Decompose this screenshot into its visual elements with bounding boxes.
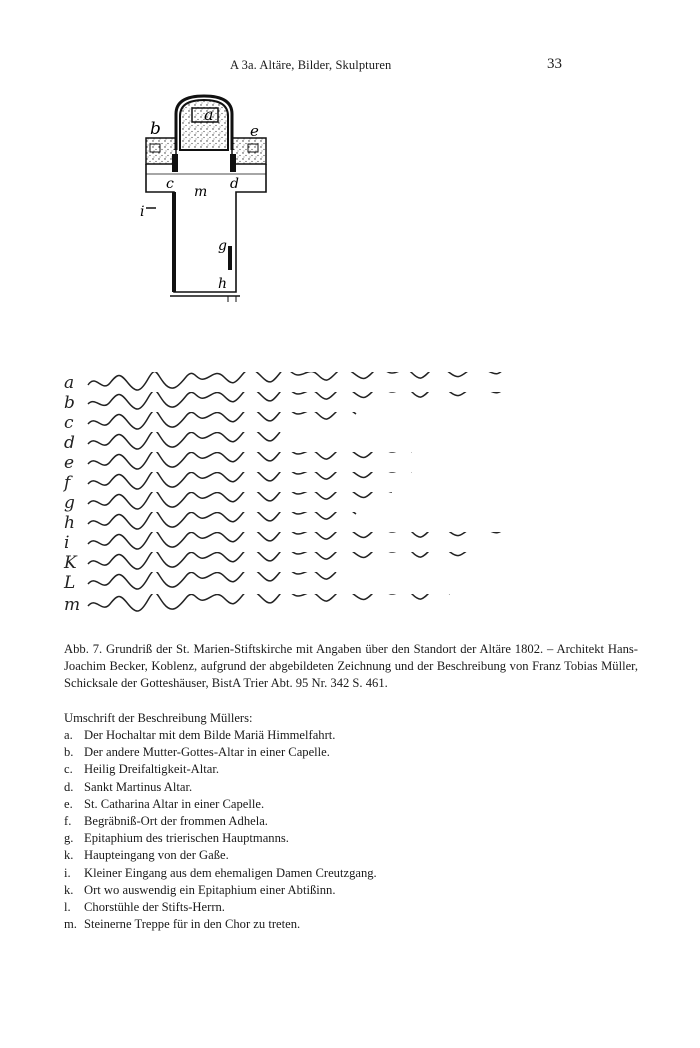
list-item bbox=[64, 847, 638, 864]
list-marker: k. bbox=[64, 882, 74, 897]
list-text: Steinerne Treppe für in den Chor zu treten. bbox=[84, 917, 301, 932]
plan-label-c: c bbox=[166, 176, 174, 192]
list-marker: m. bbox=[64, 917, 77, 932]
list-item bbox=[64, 830, 638, 847]
handwritten-line bbox=[64, 392, 654, 414]
handwritten-letter: f bbox=[64, 473, 71, 493]
handwriting-scribble bbox=[84, 432, 324, 454]
handwritten-line bbox=[64, 432, 654, 454]
handwritten-letter: a bbox=[64, 373, 75, 393]
handwritten-line bbox=[64, 452, 654, 474]
handwritten-line bbox=[64, 572, 654, 594]
list-item bbox=[64, 916, 638, 933]
handwriting-scribble bbox=[84, 512, 414, 534]
transcription-list bbox=[64, 727, 638, 933]
handwritten-letter: K bbox=[64, 553, 77, 573]
list-item bbox=[64, 796, 638, 813]
list-intro: Umschrift der Beschreibung Müllers: bbox=[64, 711, 253, 725]
handwritten-line bbox=[64, 492, 654, 514]
list-marker: l. bbox=[64, 899, 71, 914]
page-header bbox=[0, 56, 700, 76]
handwriting-scribble bbox=[84, 412, 404, 434]
handwriting-scribble bbox=[84, 492, 484, 514]
handwritten-letter: m bbox=[64, 595, 81, 615]
plan-label-a: a bbox=[204, 105, 214, 124]
list-marker: c. bbox=[64, 762, 73, 777]
list-text: Heilig Dreifaltigkeit-Altar. bbox=[84, 762, 219, 777]
list-text: Der andere Mutter-Gottes-Altar in einer Capelle. bbox=[84, 745, 330, 760]
handwriting-scribble bbox=[84, 372, 634, 394]
handwriting-scribble bbox=[84, 472, 504, 494]
handwritten-line bbox=[64, 472, 654, 494]
list-text: Chorstühle der Stifts-Herrn. bbox=[84, 899, 225, 914]
handwritten-line bbox=[64, 512, 654, 534]
handwritten-line bbox=[64, 372, 654, 394]
handwriting-scribble bbox=[84, 452, 504, 474]
plan-label-e: e bbox=[250, 122, 259, 140]
list-text: Ort wo auswendig ein Epitaphium einer Abtißinn. bbox=[84, 882, 336, 897]
handwritten-line bbox=[64, 552, 654, 574]
handwritten-letter: e bbox=[64, 453, 75, 473]
plan-label-h: h bbox=[218, 276, 228, 292]
list-text: Begräbniß-Ort der frommen Adhela. bbox=[84, 813, 268, 828]
list-marker: i. bbox=[64, 865, 71, 880]
handwriting-scribble bbox=[84, 594, 564, 616]
plan-label-b: b bbox=[150, 119, 161, 139]
handwritten-letter: b bbox=[64, 393, 75, 413]
handwritten-letter: d bbox=[64, 433, 75, 453]
list-marker: k. bbox=[64, 848, 74, 863]
list-item bbox=[64, 882, 638, 899]
list-marker: d. bbox=[64, 779, 74, 794]
list-text: Epitaphium des trierischen Hauptmanns. bbox=[84, 831, 289, 846]
floor-plan-drawing bbox=[110, 92, 290, 312]
list-item bbox=[64, 813, 638, 830]
page-number: 33 bbox=[547, 56, 562, 72]
handwritten-letter: h bbox=[64, 513, 75, 533]
handwriting-scribble bbox=[84, 392, 644, 414]
list-text: Sankt Martinus Altar. bbox=[84, 779, 193, 794]
list-text: Der Hochaltar mit dem Bilde Mariä Himmelfahrt. bbox=[84, 728, 336, 742]
list-marker: b. bbox=[64, 745, 74, 760]
handwritten-line bbox=[64, 532, 654, 554]
list-marker: g. bbox=[64, 831, 74, 846]
list-marker: f. bbox=[64, 813, 72, 828]
handwritten-description bbox=[64, 372, 654, 622]
list-item bbox=[64, 779, 638, 796]
plan-label-d: d bbox=[230, 176, 239, 192]
list-item bbox=[64, 865, 638, 882]
caption-text: Abb. 7. Grundriß der St. Marien-Stiftskirche mit Angaben über den Standort der Altäre 1802. – Architekt Hans-Joachim Becker, Koblenz, aufgrund der abgebildeten Zeichnung und der Beschreibung von Franz Tobias Müller, Schicksale der Gotteshäuser, BistA Trier Abt. 95 Nr. 342 S. 461. bbox=[64, 642, 638, 691]
list-item bbox=[64, 761, 638, 778]
list-text: Haupteingang von der Gaße. bbox=[84, 848, 229, 863]
list-item bbox=[64, 899, 638, 916]
running-head: A 3a. Altäre, Bilder, Skulpturen bbox=[230, 58, 392, 72]
handwritten-letter: c bbox=[64, 413, 74, 433]
handwritten-letter: L bbox=[64, 573, 76, 593]
plan-label-m: m bbox=[194, 184, 208, 200]
handwritten-letter: g bbox=[64, 493, 75, 513]
list-item bbox=[64, 744, 638, 761]
list-item bbox=[64, 727, 638, 744]
handwriting-scribble bbox=[84, 572, 384, 594]
list-marker: a. bbox=[64, 728, 73, 742]
handwritten-line bbox=[64, 412, 654, 434]
handwriting-scribble bbox=[84, 532, 644, 554]
figure-caption bbox=[64, 641, 638, 693]
plan-label-i: i bbox=[140, 204, 145, 220]
handwritten-letter: i bbox=[64, 533, 70, 553]
list-marker: e. bbox=[64, 796, 73, 811]
list-text: Kleiner Eingang aus dem ehemaligen Damen Creutzgang. bbox=[84, 865, 377, 880]
list-text: St. Catharina Altar in einer Capelle. bbox=[84, 796, 265, 811]
plan-label-g: g bbox=[218, 238, 227, 254]
handwritten-line bbox=[64, 594, 654, 616]
handwriting-scribble bbox=[84, 552, 604, 574]
